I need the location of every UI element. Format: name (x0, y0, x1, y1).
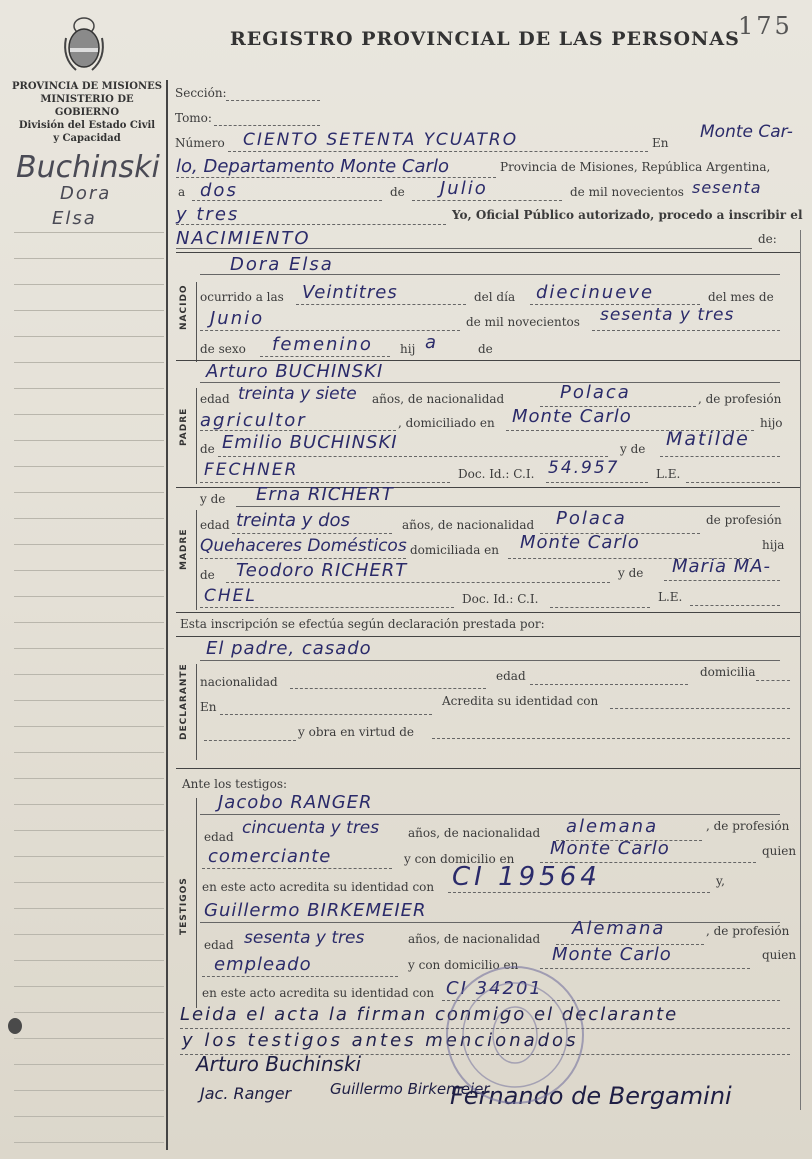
madre-doc-label: Doc. Id.: C.I. (462, 592, 539, 606)
testigo1-nac-label: años, de nacionalidad (408, 826, 541, 840)
madre-nac: Polaca (556, 508, 627, 529)
section-rule (176, 768, 800, 769)
margin-ruled-line (14, 310, 164, 311)
margin-ruled-line (14, 752, 164, 753)
de-label: de (390, 185, 405, 199)
nacido-bracket (196, 282, 197, 362)
declarante-en-label: En (200, 700, 217, 714)
declarante-dom-line (756, 680, 790, 681)
del-dia-label: del día (474, 290, 516, 304)
document-title: REGISTRO PROVINCIAL DE LAS PERSONAS (230, 28, 740, 50)
province-name: PROVINCIA DE MISIONES (12, 81, 162, 92)
margin-ruled-line (14, 1038, 164, 1039)
margin-surname: Buchinski (16, 150, 160, 185)
margin-first-name: Dora (60, 183, 112, 204)
margin-ruled-line (14, 856, 164, 857)
margin-ruled-line (14, 648, 164, 649)
margin-ruled-line (14, 388, 164, 389)
padre-label: PADRE (179, 407, 189, 446)
madre-nac-label: años, de nacionalidad (402, 518, 535, 532)
margin-ruled-line (14, 726, 164, 727)
numero-label: Número (175, 136, 225, 150)
hora-line (296, 304, 466, 305)
acredita-line (610, 708, 790, 709)
abuela-paterna-1: Matilde (666, 428, 750, 450)
declarante-edad-line (530, 684, 688, 685)
nacido-label: NACIDO (179, 284, 189, 330)
anio-line (176, 224, 446, 225)
padre-doc-label: Doc. Id.: C.I. (458, 467, 535, 481)
en-label: En (652, 136, 669, 150)
testigo1-y-label: y, (716, 874, 725, 888)
margin-ruled-line (14, 570, 164, 571)
madre-dom: Monte Carlo (520, 532, 640, 553)
tipo-line (176, 248, 752, 249)
padre-line (200, 382, 780, 383)
seccion-label: Sección: (175, 86, 227, 100)
margin-ruled-line (14, 830, 164, 831)
sexo-line (260, 356, 390, 357)
margin-ruled-line (14, 1142, 164, 1143)
madre-le-label: L.E. (658, 590, 683, 604)
testigo1-edad: cincuenta y tres (242, 818, 380, 838)
testigo2-dom-label: y con domicilio en (408, 958, 519, 972)
declarante-en-line (220, 714, 432, 715)
departamento-value: lo, Departamento Monte Carlo (176, 156, 449, 177)
page-number: 175 (738, 12, 793, 40)
testigo1-dom-label: y con domicilio en (404, 852, 515, 866)
seccion-line (226, 100, 320, 101)
section-rule (176, 252, 800, 253)
margin-ruled-line (14, 934, 164, 935)
testigos-bracket (196, 798, 197, 1008)
mes-value: Julio (440, 178, 488, 199)
division-name-cont: y Capacidad (53, 133, 121, 144)
nacido-nombre: Dora Elsa (230, 254, 334, 275)
abuela-materna-2: CHEL (204, 586, 257, 606)
declarante-label: DECLARANTE (179, 663, 189, 740)
margin-second-name: Elsa (52, 208, 97, 229)
margin-ruled-line (14, 986, 164, 987)
testigo1-acredita-label: en este acto acredita su identidad con (202, 880, 435, 894)
en-value: Monte Car- (700, 122, 793, 142)
madre-prof-label: de profesión (706, 513, 782, 527)
numero-value: CIENTO SETENTA YCUATRO (243, 130, 519, 150)
section-rule (176, 612, 800, 613)
abuela-paterna-2-line (200, 482, 450, 483)
padre-le-label: L.E. (656, 467, 681, 481)
margin-ruled-line (14, 1116, 164, 1117)
margin-ruled-line (14, 492, 164, 493)
abuela-paterna-2: FECHNER (204, 460, 299, 480)
leida-line-2: y los testigos antes mencionados (182, 1030, 579, 1051)
coat-of-arms-icon (60, 8, 108, 74)
hija-label: hija (762, 538, 785, 552)
margin-ruled-line (14, 258, 164, 259)
margin-ruled-line (14, 1012, 164, 1013)
margin-ruled-line (14, 804, 164, 805)
margin-ruled-line (14, 674, 164, 675)
testigos-label: TESTIGOS (179, 877, 189, 935)
testigo2-prof: empleado (214, 954, 312, 975)
testigo2-prof-label: , de profesión (706, 924, 790, 938)
padre-prof: agricultor (200, 410, 307, 431)
padre-bracket (196, 388, 197, 484)
margin-ruled-line (14, 622, 164, 623)
ante-testigos-label: Ante los testigos: (182, 777, 288, 791)
obra-pre-line (204, 740, 296, 741)
madre-label: MADRE (179, 528, 189, 570)
testigo2-nac-label: años, de nacionalidad (408, 932, 541, 946)
abuela-materna-line (664, 580, 780, 581)
inscripcion-tipo: NACIMIENTO (176, 228, 311, 249)
testigo1-prof: comerciante (208, 846, 332, 867)
margin-border (166, 80, 168, 1150)
leida-line-1: Leida el acta la firman conmigo el declarante (180, 1004, 679, 1025)
de-mil-nac-label: de mil novecientos (466, 315, 580, 329)
anio-value-2: y tres (176, 204, 240, 225)
testigo1-prof-line (202, 868, 392, 869)
margin-ruled-line (14, 596, 164, 597)
padre-le-line (686, 482, 780, 483)
madre-prof-line (200, 558, 406, 559)
firma-oficial: Fernando de Bergamini (450, 1082, 732, 1110)
sexo-value: femenino (272, 334, 373, 355)
declarante-value: El padre, casado (206, 638, 372, 659)
division-name: División del Estado Civil (18, 120, 156, 131)
padre-edad-label: edad (200, 392, 230, 406)
de-mil-label: de mil novecientos (570, 185, 684, 199)
declarante-nac-line (290, 688, 486, 689)
madre-edad: treinta y dos (236, 510, 350, 531)
hora-value: Veintitres (302, 282, 398, 303)
abuela-paterna-line (660, 456, 780, 457)
testigo2-dom: Monte Carlo (552, 944, 672, 965)
declarante-bracket (196, 664, 197, 760)
testigo2-nac: Alemana (572, 918, 666, 939)
padre-nac-label: años, de nacionalidad (372, 392, 505, 406)
margin-ruled-line (14, 440, 164, 441)
madre-edad-label: edad (200, 518, 230, 532)
testigo1-line (200, 814, 780, 815)
madre-ci-line (550, 607, 650, 608)
punch-hole (8, 1018, 22, 1034)
madre-nombre: Erna RICHERT (256, 484, 394, 505)
numero-line (228, 151, 648, 152)
a-label: a (178, 185, 186, 199)
tomo-line (214, 125, 320, 126)
padre-ci-line (546, 482, 648, 483)
acredita-label: Acredita su identidad con (442, 694, 599, 708)
anio-nac-value: sesenta y tres (600, 305, 735, 325)
y-de-label: y de (620, 442, 646, 456)
declarante-line (200, 660, 780, 661)
madre-prof: Quehaceres Domésticos (200, 536, 407, 556)
hijo-label: hijo (760, 416, 783, 430)
padre-dom-label: , domiciliado en (398, 416, 495, 430)
padre-dom: Monte Carlo (512, 406, 632, 427)
padre-nac: Polaca (560, 382, 631, 403)
hij-label: hij (400, 342, 416, 356)
testigo1-quien-label: quien (762, 844, 797, 858)
madre-y-de-label: y de (200, 492, 226, 506)
tomo-label: Tomo: (175, 111, 212, 125)
margin-ruled-line (14, 284, 164, 285)
section-rule (176, 636, 800, 637)
testigo1-edad-label: edad (204, 830, 234, 844)
sexo-label: de sexo (200, 342, 246, 356)
padre-prof-line (200, 430, 396, 431)
mes-nac-value: Junio (210, 308, 265, 329)
padre-edad: treinta y siete (238, 384, 357, 404)
de-abuelo-label: de (200, 442, 215, 456)
testigo2-edad: sesenta y tres (244, 928, 365, 948)
madre-dom-label: domiciliada en (410, 543, 499, 557)
firma-testigo-1: Jac. Ranger (200, 1084, 292, 1103)
testigo1-nombre: Jacobo RANGER (218, 792, 373, 813)
margin-ruled-line (14, 778, 164, 779)
obra-label: y obra en virtud de (298, 725, 415, 739)
mes-nac-line (200, 330, 460, 331)
margin-ruled-line (14, 362, 164, 363)
margin-ruled-line (14, 960, 164, 961)
hij-suffix: a (425, 332, 439, 353)
abuelo-paterno: Emilio BUCHINSKI (222, 432, 398, 453)
y-de-mat-label: y de (618, 566, 644, 580)
abuela-materna-1: Maria MA- (672, 556, 772, 577)
right-border (800, 230, 801, 1110)
margin-ruled-line (14, 882, 164, 883)
abuelo-materno-line (226, 582, 610, 583)
madre-bracket (196, 510, 197, 610)
dia-line (192, 200, 382, 201)
testigo1-nac: alemana (566, 816, 659, 837)
margin-ruled-line (14, 700, 164, 701)
margin-ruled-line (14, 336, 164, 337)
abuelo-paterno-line (218, 456, 608, 457)
margin-ruled-line (14, 466, 164, 467)
testigo1-ci: CI 19564 (452, 862, 601, 892)
margin-ruled-line (14, 1064, 164, 1065)
padre-nombre: Arturo BUCHINSKI (206, 361, 384, 382)
ministry-name: MINISTERIO DE GOBIERNO (40, 94, 134, 118)
de-colon-label: de: (758, 232, 777, 246)
testigo1-ci-line (448, 892, 710, 893)
padre-prof-label: , de profesión (698, 392, 782, 406)
abuela-materna-2-line (200, 607, 454, 608)
anio-nac-line (592, 330, 780, 331)
margin-ruled-line (14, 1090, 164, 1091)
testigo2-quien-label: quien (762, 948, 797, 962)
dia-nac-value: diecinueve (536, 282, 655, 303)
madre-edad-line (232, 533, 392, 534)
anio-value-1: sesenta (692, 178, 762, 197)
firma-testigo-2: Guillermo Birkemeier (330, 1080, 490, 1098)
testigo2-edad-label: edad (204, 938, 234, 952)
de-hij-label: de (478, 342, 493, 356)
testigo2-ci: CI 34201 (446, 978, 543, 999)
testigo1-dom: Monte Carlo (550, 838, 670, 859)
margin-ruled-line (14, 518, 164, 519)
mes-line (412, 200, 562, 201)
firma-declarante: Arturo Buchinski (196, 1052, 362, 1076)
margin-ruled-line (14, 908, 164, 909)
testigo2-prof-line (202, 976, 398, 977)
madre-line (236, 506, 780, 507)
dia-value: dos (200, 180, 238, 201)
testigo1-prof-label: , de profesión (706, 819, 790, 833)
testigo2-line (200, 922, 780, 923)
margin-ruled-line (14, 232, 164, 233)
padre-ci: 54.957 (548, 458, 620, 478)
declaracion-label: Esta inscripción se efectúa según declaración prestada por: (180, 617, 545, 631)
provincia-label: Provincia de Misiones, República Argentina, (500, 160, 771, 174)
del-mes-label: del mes de (708, 290, 774, 304)
de-abuelo-mat-label: de (200, 568, 215, 582)
abuelo-materno: Teodoro RICHERT (236, 560, 408, 581)
ocurrido-label: ocurrido a las (200, 290, 284, 304)
declarante-edad-label: edad (496, 669, 526, 683)
nombre-line (200, 274, 780, 275)
obra-line (432, 738, 790, 739)
margin-ruled-line (14, 414, 164, 415)
oficial-label: Yo, Oficial Público autorizado, procedo a inscribir el (452, 208, 803, 222)
declarante-nac-label: nacionalidad (200, 675, 278, 689)
testigo2-nombre: Guillermo BIRKEMEIER (204, 900, 427, 921)
testigo2-acredita-label: en este acto acredita su identidad con (202, 986, 435, 1000)
official-stamp-icon (440, 960, 590, 1110)
margin-ruled-line (14, 544, 164, 545)
declarante-dom-label: domicilia (700, 665, 756, 679)
issuer-header (12, 80, 162, 145)
madre-le-line (690, 605, 780, 606)
